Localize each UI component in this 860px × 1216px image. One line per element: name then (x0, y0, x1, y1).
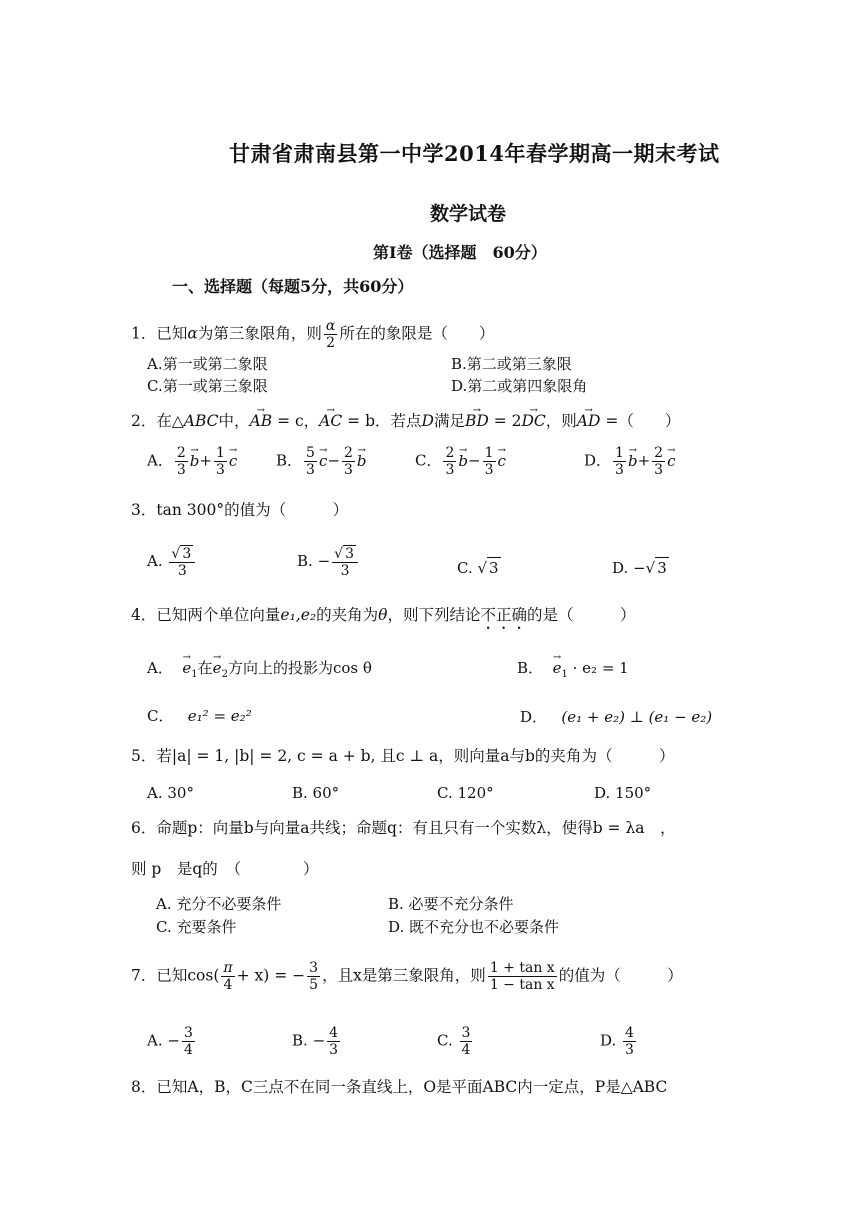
option-a: A. − $\frac{3}{4}$ (147, 1025, 193, 1058)
emphasis-text: 不正确 (480, 606, 527, 624)
option-b: B. 60° (292, 784, 340, 802)
option-c: C.第一或第三象限 (147, 377, 268, 395)
question-1: 1．已知α为第三象限角，则 $\frac{\alpha}{2}$ 所在的象限是（ ） (131, 318, 495, 351)
question-number: 1． (131, 324, 157, 343)
option-a: A. 充分不必要条件 (156, 895, 282, 913)
option-a: A. $\frac{√ 3}{3}$ (147, 545, 197, 579)
option-c: C. √ 3 (457, 559, 499, 577)
option-d: D.第二或第四象限角 (451, 377, 588, 395)
section-heading: 一、选择题（每题5分，共60分） (172, 277, 414, 296)
option-a: A． $\frac{2}{3}$ → b+ $\frac{1}{3}$ → c (147, 445, 237, 478)
option-d: D． (e₁ + e₂) ⊥ (e₁ − e₂) (520, 708, 713, 726)
exam-title: 甘肃省肃南县第一中学2014年春学期高一期末考试 (229, 141, 720, 166)
option-c: C． e₁² = e₂² (147, 707, 252, 725)
question-8: 8．已知A，B，C三点不在同一条直线上，O是平面ABC内一定点，P是△ABC (131, 1078, 668, 1096)
option-d: D. 既不充分也不必要条件 (388, 918, 560, 936)
option-b: B． → $e_1 \cdot e_2 = 1$ (517, 658, 629, 685)
exam-subtitle: 数学试卷 (430, 203, 507, 225)
question-4: 4．已知两个单位向量e₁,e₂的夹角为θ，则下列结论不正确的是（ ） (131, 606, 636, 624)
question-5: 5．若|a| = 1, |b| = 2, c = a + b, 且c ⊥ a，则向量a与b的夹角为（ ） (131, 747, 675, 765)
fraction: $\frac{\alpha}{2}$ (325, 318, 336, 351)
option-b: B. − $\frac{√ 3}{3}$ (297, 545, 360, 579)
volume-heading: 第Ⅰ卷（选择题 60分） (373, 243, 547, 262)
option-d: D. 150° (594, 784, 652, 802)
question-6: 6．命题p：向量b与向量a共线；命题q：有且只有一个实数λ，使得b = λa ， (131, 819, 676, 837)
option-c: C. 充要条件 (156, 918, 237, 936)
question-2: 2．在△ABC中，→ AB = c，→ AC = b．若点D满足→ BD = 2→ DC，则→ AD =（ ） (131, 411, 680, 431)
option-b: B. 必要不充分条件 (388, 895, 514, 913)
option-d: D． $\frac{1}{3}$ → b+ $\frac{2}{3}$ → c (584, 445, 675, 478)
option-d: D. −√ 3 (612, 559, 667, 577)
question-7: 7．已知cos( $\frac{\pi}{4}$ + x) = − $\frac{3}{5}$ ，且x是第三象限角，则 $\frac{\text{1 + tan x}}{\text{1 − tan x}}$ 的值为（ ） (131, 960, 683, 993)
option-b: B． $\frac{5}{3}$ → c− $\frac{2}{3}$ → b (276, 445, 366, 478)
option-b: B. − $\frac{4}{3}$ (292, 1025, 339, 1058)
option-a: A. 30° (147, 784, 194, 802)
option-c: C. 120° (437, 784, 494, 802)
option-c: C. $\frac{3}{4}$ (437, 1025, 471, 1058)
question-3: 3．tan 300°的值为（ ） (131, 501, 349, 519)
option-c: C． $\frac{2}{3}$ → b− $\frac{1}{3}$ → c (415, 445, 506, 478)
option-a: A.第一或第二象限 (147, 355, 268, 373)
question-6-line-2: 则 p 是q的 （ ） (131, 860, 319, 878)
option-b: B.第二或第三象限 (451, 355, 572, 373)
option-d: D. $\frac{4}{3}$ (600, 1025, 634, 1058)
option-a: A． → $e_1$在→ $e_2$方向上的投影为cos θ (147, 658, 372, 685)
